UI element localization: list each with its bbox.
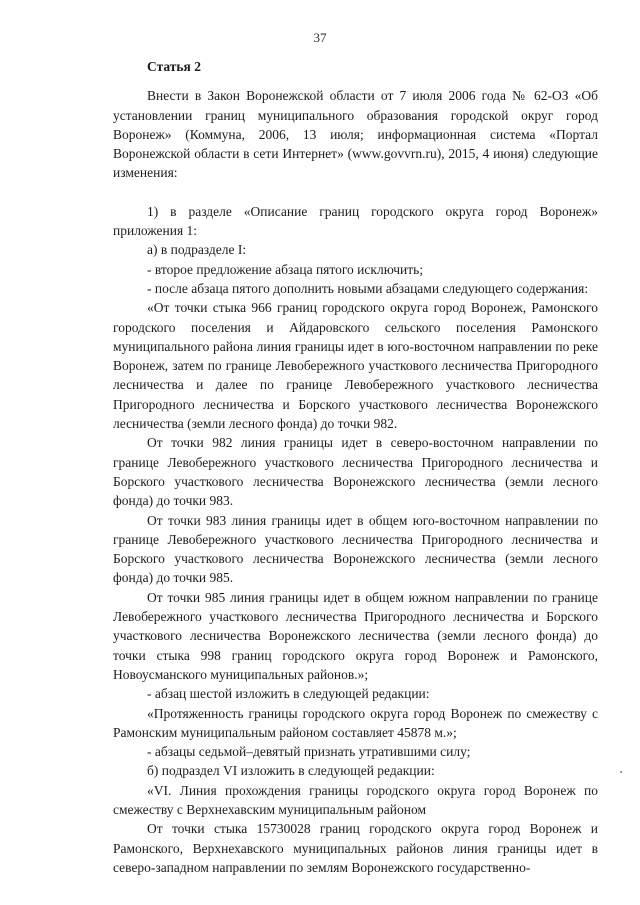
quoted-paragraph: От точки стыка 15730028 границ городского округа город Воронеж и Рамонского, Верхнехавского муниципальных районов линия границы идет в северо-западном направлении по землям Воронежского государственно- — [113, 821, 598, 875]
amendment-item-1: 1) в разделе «Описание границ городского округа город Воронеж» приложения 1: — [113, 203, 598, 239]
amendment-line: - после абзаца пятого дополнить новыми абзацами следующего содержания: — [147, 280, 589, 296]
subitem-a: а) в подразделе I: — [147, 242, 247, 258]
intro-paragraph: Внести в Закон Воронежской области от 7 июля 2006 года № 62-ОЗ «Об установлении границ муниципального образования городской округ город Воронеж» (Коммуна, 2006, 13 июля; информационная система «Портал Воронежской области в сети Интернет» (www.govvrn.ru), 2015, 4 июня) следующие изменения: — [113, 88, 598, 181]
amendment-line: - абзац шестой изложить в следующей редакции: — [147, 686, 430, 702]
page-number: 37 — [313, 30, 327, 45]
quoted-paragraph: «Протяженность границы городского округа город Воронеж по смежеству с Рамонским муниципальным районом составляет 45878 м.»; — [113, 705, 598, 740]
subsection-heading: «VI. Линия прохождения границы городского округа город Воронеж по смежеству с Верхнехавским муниципальным районом — [113, 782, 598, 817]
quoted-paragraph: От точки 985 линия границы идет в общем южном направлении по границе Левобережного участкового лесничества Пригородного лесничества и Борского участкового лесничества Воронежского лесничества (земли лесного фонда) до точки стыка 998 границ городского округа город Воронеж и Рамонского, Новоусманского муниципальных районов.»; — [113, 589, 598, 682]
amendment-line: - второе предложение абзаца пятого исключить; — [147, 261, 424, 277]
quoted-paragraph: От точки 982 линия границы идет в северо-восточном направлении по границе Левобережного участкового лесничества Пригородного лесничества и Борского участкового лесничества Воронежского лесничества (земли лесного фонда) до точки 983. — [113, 435, 598, 509]
quoted-paragraph: «От точки стыка 966 границ городского округа город Воронеж, Рамонского городского поселения и Айдаровского сельского поселения Рамонского муниципального района линия границы идет в юго-восточном направлении по реке Воронеж, затем по границе Левобережного участкового лесничества Пригородного лесничества и далее по границе Левобережного участкового лесничества Пригородного лесничества и Борского участкового лесничества Воронежского лесничества (земли лесного фонда) до точки 982. — [113, 300, 598, 432]
article-heading: Статья 2 — [147, 59, 201, 74]
subitem-b: б) подраздел VI изложить в следующей редакции: — [147, 763, 435, 779]
document-body — [113, 57, 598, 877]
scan-speck — [620, 771, 622, 773]
amendment-line: - абзацы седьмой–девятый признать утратившими силу; — [147, 744, 471, 760]
quoted-paragraph: От точки 983 линия границы идет в общем юго-восточном направлении по границе Левобережного участкового лесничества Пригородного лесничества и Борского участкового лесничества Воронежского лесничества (земли лесного фонда) до точки 985. — [113, 512, 598, 586]
